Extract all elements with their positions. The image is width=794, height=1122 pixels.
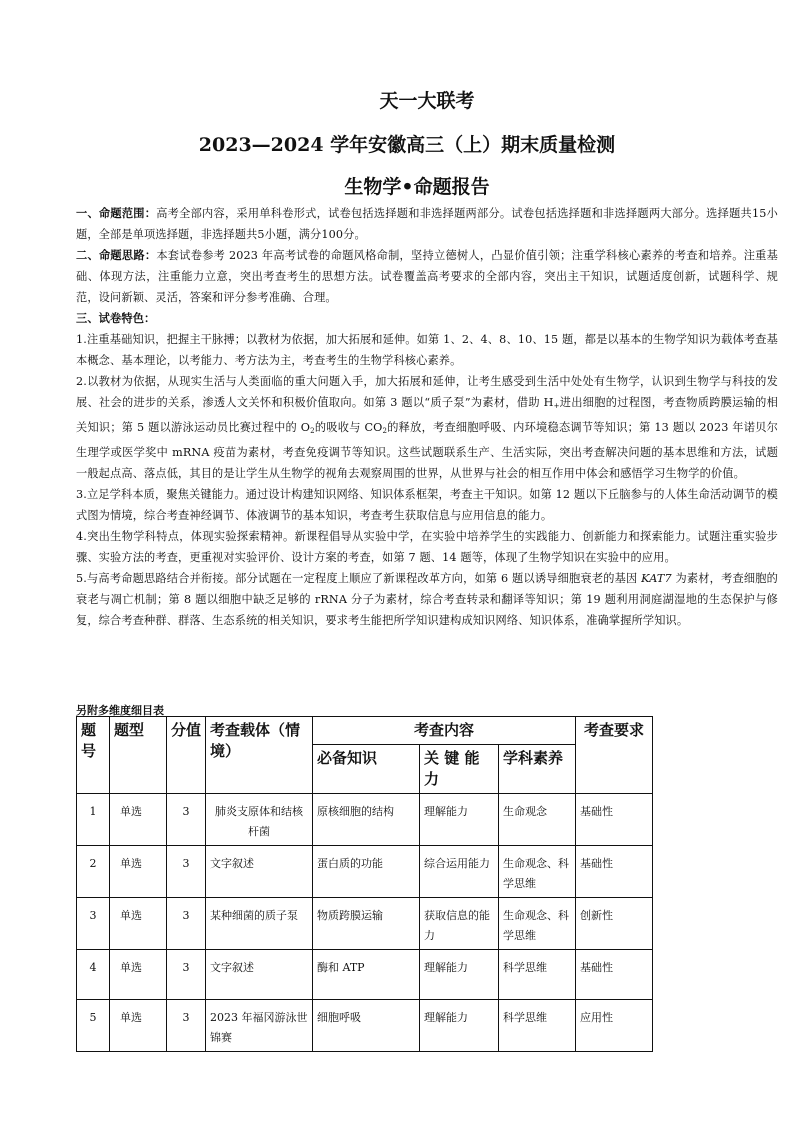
header-num: 题号: [77, 717, 110, 794]
cell-requirement: 基础性: [576, 950, 653, 1000]
table-row: [77, 794, 653, 846]
feature-2-a: 2.以教材为依据，从现实生活与人类面临的重大问题入手，加大拓展和延伸，让考生感受到生活中处处有生物学，认识到生物学与科技的发展、社会的进步的关系，渗透人文关怀和积极价值取向。如第 3 题以“质子泵”为素材，借助 H: [76, 375, 778, 409]
section-scope: [76, 203, 778, 245]
cell-literacy: 生命观念、科学思维: [499, 898, 576, 950]
cell-carrier: 文字叙述: [206, 950, 313, 1000]
header-score: 分值: [167, 717, 206, 794]
cell-knowledge: 物质跨膜运输: [313, 898, 420, 950]
o2-subscript: 2: [310, 427, 315, 435]
section-features-label: 三、试卷特色：: [76, 311, 156, 325]
cell-literacy: 生命观念: [499, 794, 576, 846]
cell-requirement: 创新性: [576, 898, 653, 950]
section-scope-label: 一、命题范围：: [76, 206, 157, 220]
cell-type: 单选: [110, 846, 167, 898]
feature-5: [76, 568, 778, 631]
co2-subscript: 2: [382, 427, 388, 435]
feature-2-c: 的吸收与 CO: [314, 421, 383, 434]
cell-carrier: 某种细菌的质子泵: [206, 898, 313, 950]
section-approach-label: 二、命题思路：: [76, 248, 157, 262]
cell-ability: 理解能力: [420, 794, 499, 846]
hplus-sup: +: [553, 402, 560, 410]
feature-2: [76, 371, 778, 484]
header-knowledge: 必备知识: [313, 745, 420, 794]
cell-ability: 理解能力: [420, 1000, 499, 1052]
header-type: 题型: [110, 717, 167, 794]
cell-literacy: 科学思维: [499, 1000, 576, 1052]
feature-2-b: 进出细胞的过程图，考查物质跨膜运输的相关知识；第 5 题以游泳运动员比赛过程中的 O: [76, 396, 778, 434]
cell-carrier: 文字叙述: [206, 846, 313, 898]
cell-knowledge: 蛋白质的功能: [313, 846, 420, 898]
cell-score: 3: [167, 950, 206, 1000]
cell-ability: 理解能力: [420, 950, 499, 1000]
header-ability: 关 键 能力: [420, 745, 499, 794]
cell-type: 单选: [110, 1000, 167, 1052]
cell-ability: 综合运用能力: [420, 846, 499, 898]
cell-ability: 获取信息的能力: [420, 898, 499, 950]
feature-2-d: 的释放，考查细胞呼吸、内环境稳态调节等知识；第 13 题以 2023 年诺贝尔生理学或医学奖中 mRNA 疫苗为素材，考查免疫调节等知识。这些试题联系生产、生活实际，突出考查解决问题的基本思维和方法，试题一般起点高、落点低，其目的是让学生从生物学的视角去观察周围的世界，从世界与社会的相互作用中体会和感悟学习生物学的价值。: [76, 421, 778, 480]
feature-3: 3.立足学科本质，聚焦关键能力。通过设计构建知识网络、知识体系框架，考查主干知识。如第 12 题以下丘脑参与的人体生命活动调节的模式图为情境，综合考查神经调节、体液调节的基本知识，考查考生获取信息与应用信息的能力。: [76, 488, 778, 522]
feature-5-b: 为素材，考查细胞的衰老与凋亡机制；第 8 题以细胞中缺乏足够的 rRNA 分子为素材，综合考查转录和翻译等知识；第 19 题利用洞庭湖湿地的生态保护与修复，综合考查种群、群落、生态系统的相关知识，要求考生能把所学知识建构成知识网络、知识体系，准确掌握所学知识。: [76, 572, 778, 627]
header-requirement: 考查要求: [576, 717, 653, 794]
detail-table: [76, 716, 653, 1052]
header-literacy: 学科素养: [499, 745, 576, 794]
section-approach-text: 本套试卷参考 2023 年高考试卷的命题风格命制，坚持立德树人，凸显价值引领；注重学科核心素养的考查和培养。注重基础、体现方法，注重能力立意，突出考查考生的思想方法。试卷覆盖高考要求的全部内容，突出主干知识，试题适度创新，试题科学、规范，设问新颖、灵活，答案和评分参考准确、合理。: [76, 249, 778, 304]
section-scope-text: 高考全部内容，采用单科卷形式，试卷包括选择题和非选择题两部分。试卷包括选择题和非选择题两大部分。选择题共15小题，全部是单项选择题，非选择题共5小题，满分100分。: [76, 207, 778, 241]
feature-1: 1.注重基础知识，把握主干脉搏；以教材为依据，加大拓展和延伸。如第 1、2、4、8、10、15 题，都是以基本的生物学知识为载体考查基本概念、基本理论，以考能力、考方法为主，考查考生的生物学科核心素养。: [76, 333, 778, 367]
table-row: [77, 1000, 653, 1052]
cell-literacy: 科学思维: [499, 950, 576, 1000]
cell-carrier: 肺炎支原体和结核杆菌: [206, 794, 313, 846]
report-body: [76, 203, 778, 631]
gene-name: KAT7: [641, 572, 672, 585]
cell-type: 单选: [110, 950, 167, 1000]
cell-requirement: 基础性: [576, 846, 653, 898]
cell-requirement: 基础性: [576, 794, 653, 846]
table-caption: 另附多维度细目表: [76, 704, 164, 717]
cell-knowledge: 细胞呼吸: [313, 1000, 420, 1052]
section-approach: [76, 245, 778, 308]
table-row: [77, 950, 653, 1000]
cell-num: 2: [77, 846, 110, 898]
cell-score: 3: [167, 898, 206, 950]
cell-type: 单选: [110, 898, 167, 950]
table-row: [77, 898, 653, 950]
cell-carrier: 2023 年福冈游泳世锦赛: [206, 1000, 313, 1052]
cell-knowledge: 原核细胞的结构: [313, 794, 420, 846]
feature-5-a: 5.与高考命题思路结合并衔接。部分试题在一定程度上顺应了新课程改革方向，如第 6 题以诱导细胞衰老的基因: [76, 572, 642, 585]
cell-requirement: 应用性: [576, 1000, 653, 1052]
feature-4: 4.突出生物学科特点，体现实验探索精神。新课程倡导从实验中学，在实验中培养学生的实践能力、创新能力和探索能力。试题注重实验步骤、实验方法的考查，更重视对实验评价、设计方案的考查，如第 7 题、14 题等，体现了生物学知识在实验中的应用。: [76, 530, 778, 564]
table-row: [77, 846, 653, 898]
cell-literacy: 生命观念、科学思维: [499, 846, 576, 898]
cell-score: 3: [167, 846, 206, 898]
header-content: 考查内容: [313, 717, 576, 745]
doc-title-2: 2023—2024 学年安徽高三（上）期末质量检测: [198, 134, 616, 156]
cell-num: 4: [77, 950, 110, 1000]
cell-score: 3: [167, 1000, 206, 1052]
cell-num: 1: [77, 794, 110, 846]
doc-title-3: 生物学•命题报告: [344, 176, 490, 198]
doc-title-1: 天一大联考: [379, 90, 475, 112]
cell-num: 3: [77, 898, 110, 950]
cell-num: 5: [77, 1000, 110, 1052]
cell-score: 3: [167, 794, 206, 846]
header-carrier: 考查载体（情境）: [206, 717, 313, 794]
cell-knowledge: 酶和 ATP: [313, 950, 420, 1000]
cell-type: 单选: [110, 794, 167, 846]
